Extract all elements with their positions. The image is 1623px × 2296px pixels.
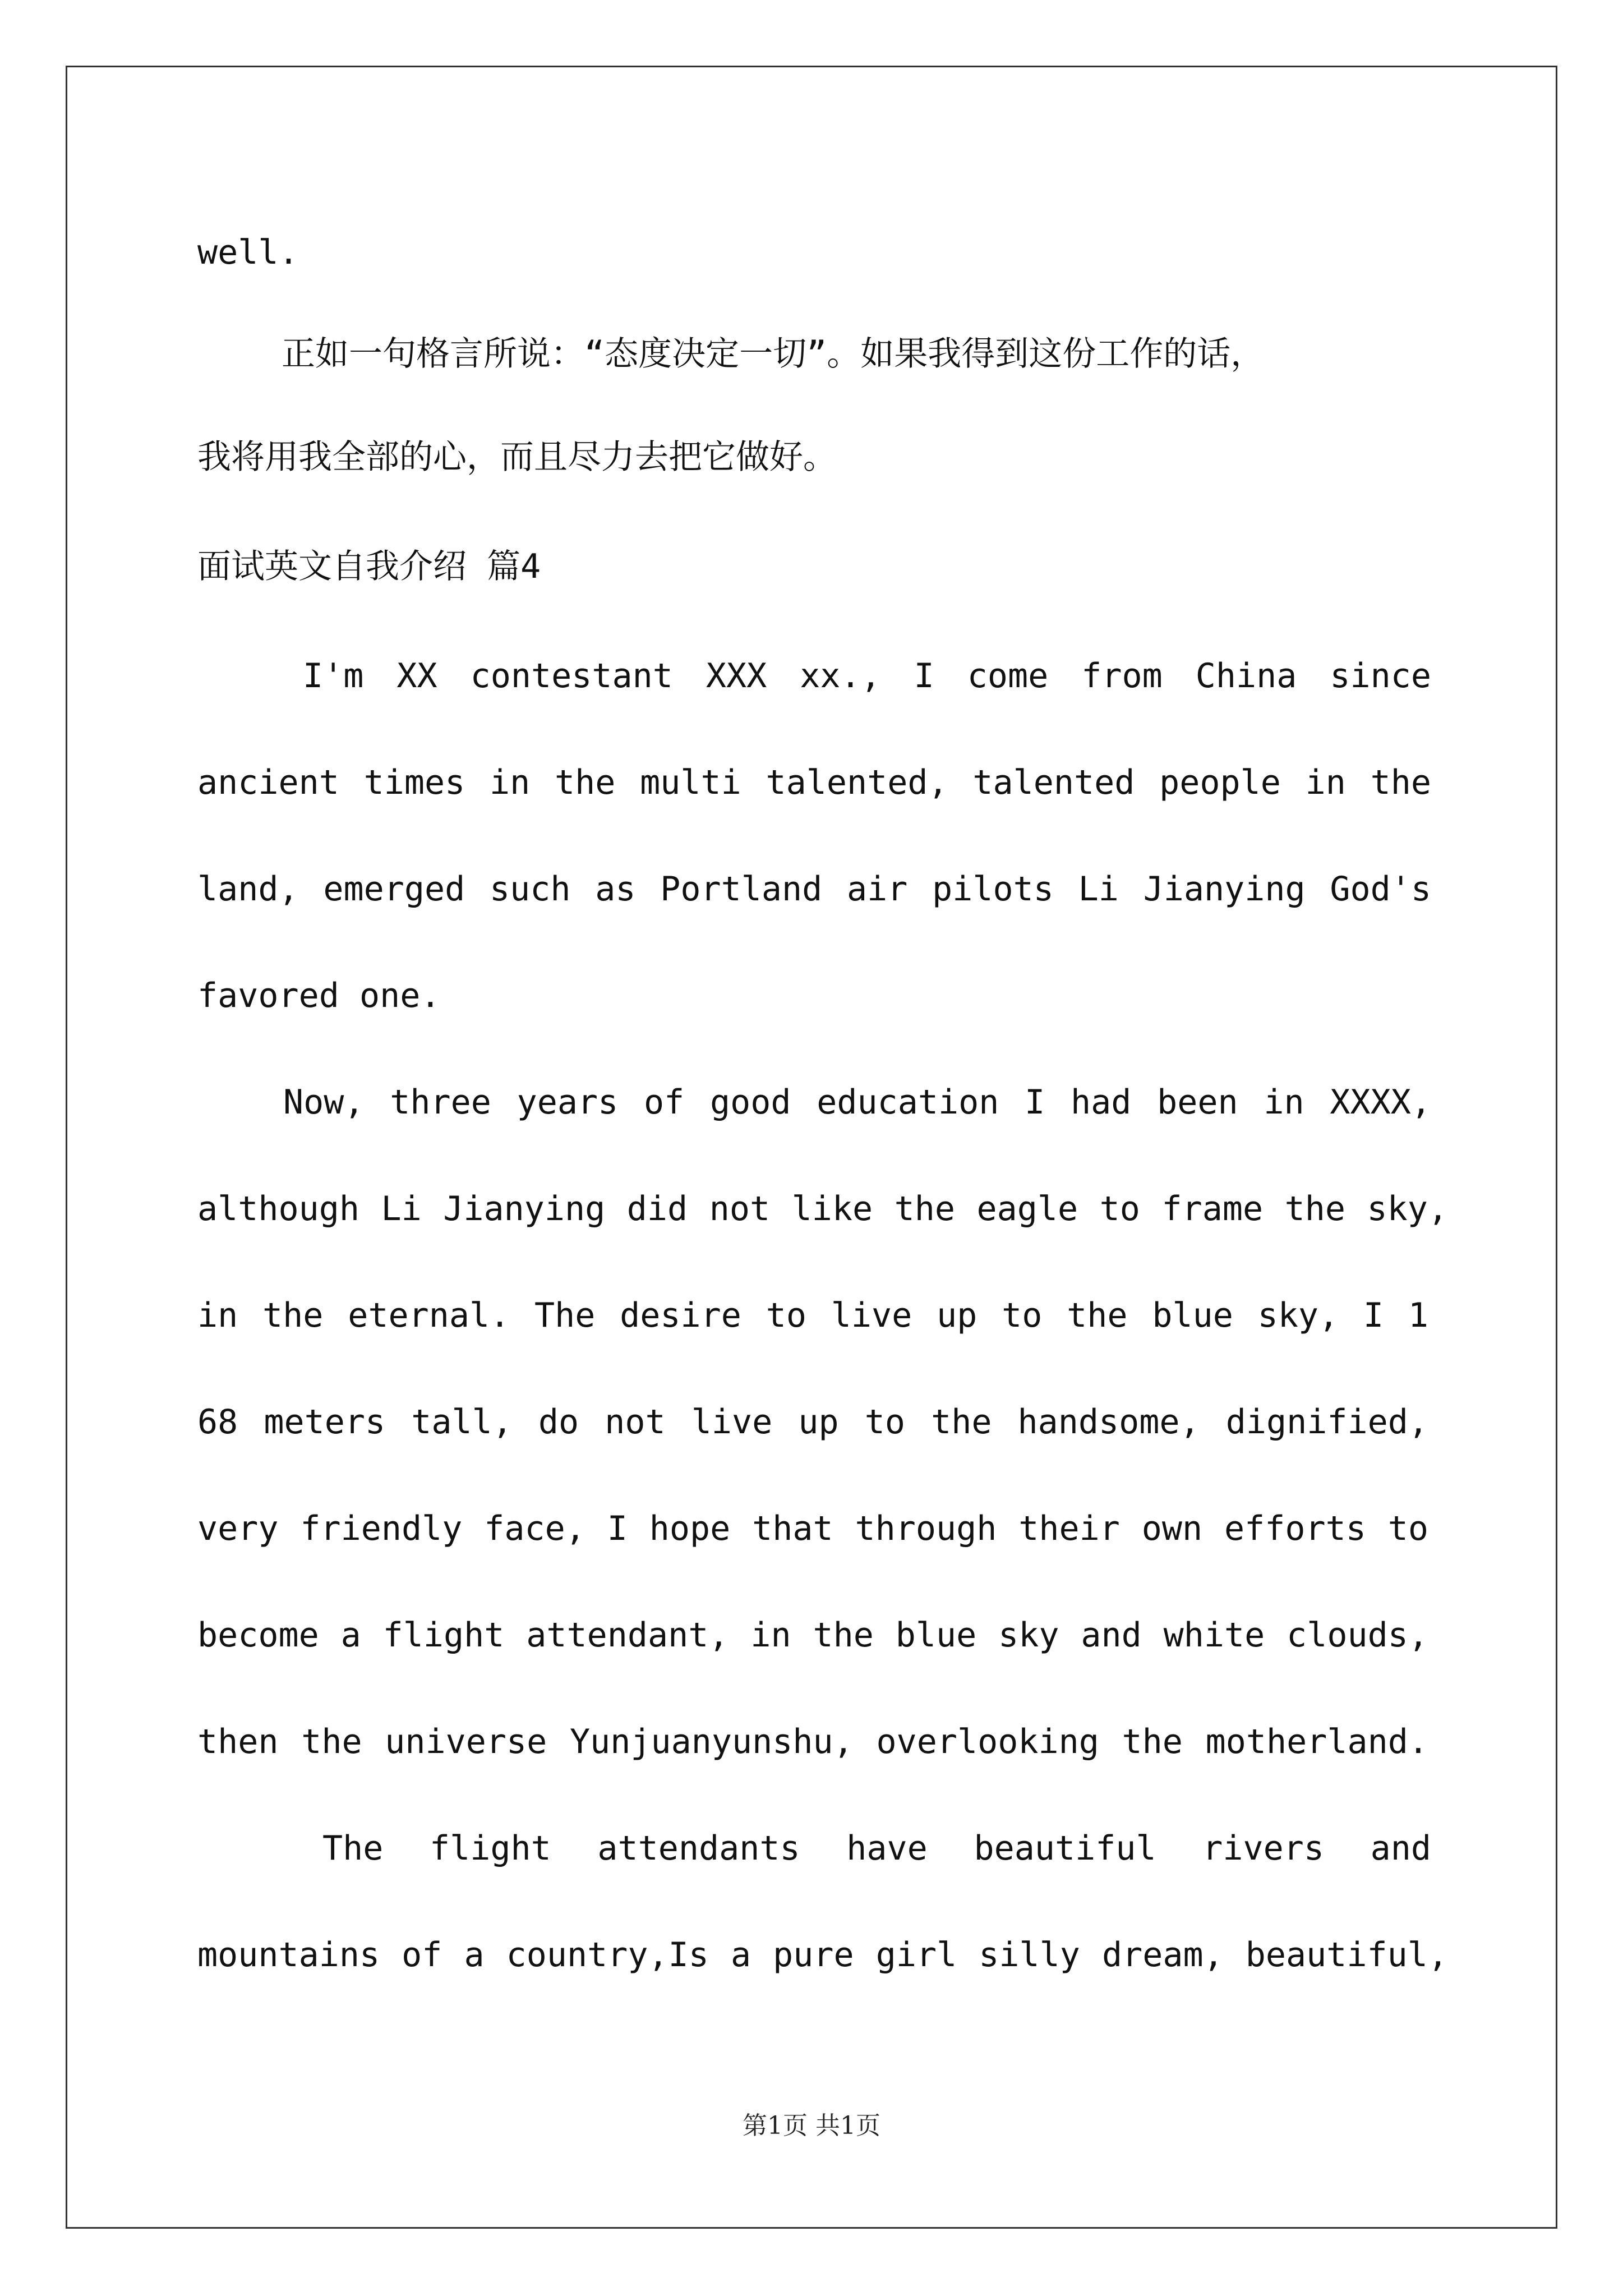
text-line: The flight attendants have beautiful rivers and xyxy=(322,1829,1431,1868)
text-line: favored one. xyxy=(197,976,441,1015)
section-heading: 面试英文自我介绍 篇4 xyxy=(197,547,541,586)
text-line: 68 meters tall, do not live up to the handsome, dignified, xyxy=(197,1402,1428,1442)
text-line: very friendly face, I hope that through their own efforts to xyxy=(197,1509,1428,1548)
text-line: I'm XX contestant XXX xx., I come from China since xyxy=(303,656,1431,696)
text-line: then the universe Yunjuanyunshu, overlooking the motherland. xyxy=(197,1722,1428,1761)
text-line: ancient times in the multi talented, talented people in the xyxy=(197,763,1431,802)
text-line: in the eternal. The desire to live up to the blue sky, I 1 xyxy=(197,1296,1428,1335)
text-line: become a flight attendant, in the blue sky and white clouds, xyxy=(197,1616,1428,1655)
text-line: land, emerged such as Portland air pilots Li Jianying God's xyxy=(197,869,1431,909)
text-line: 我将用我全部的心，而且尽力去把它做好。 xyxy=(197,438,837,477)
text-line: well. xyxy=(197,233,299,272)
text-line: 正如一句格言所说：“态度决定一切”。如果我得到这份工作的话， xyxy=(282,334,1265,374)
page-footer: 第1页 共1页 xyxy=(743,2111,880,2140)
page-border xyxy=(66,66,1557,2229)
text-line: mountains of a country,Is a pure girl silly dream, beautiful, xyxy=(197,1935,1448,1975)
text-line: although Li Jianying did not like the eagle to frame the sky, xyxy=(197,1189,1448,1228)
text-line: Now, three years of good education I had been in XXXX, xyxy=(283,1083,1431,1122)
